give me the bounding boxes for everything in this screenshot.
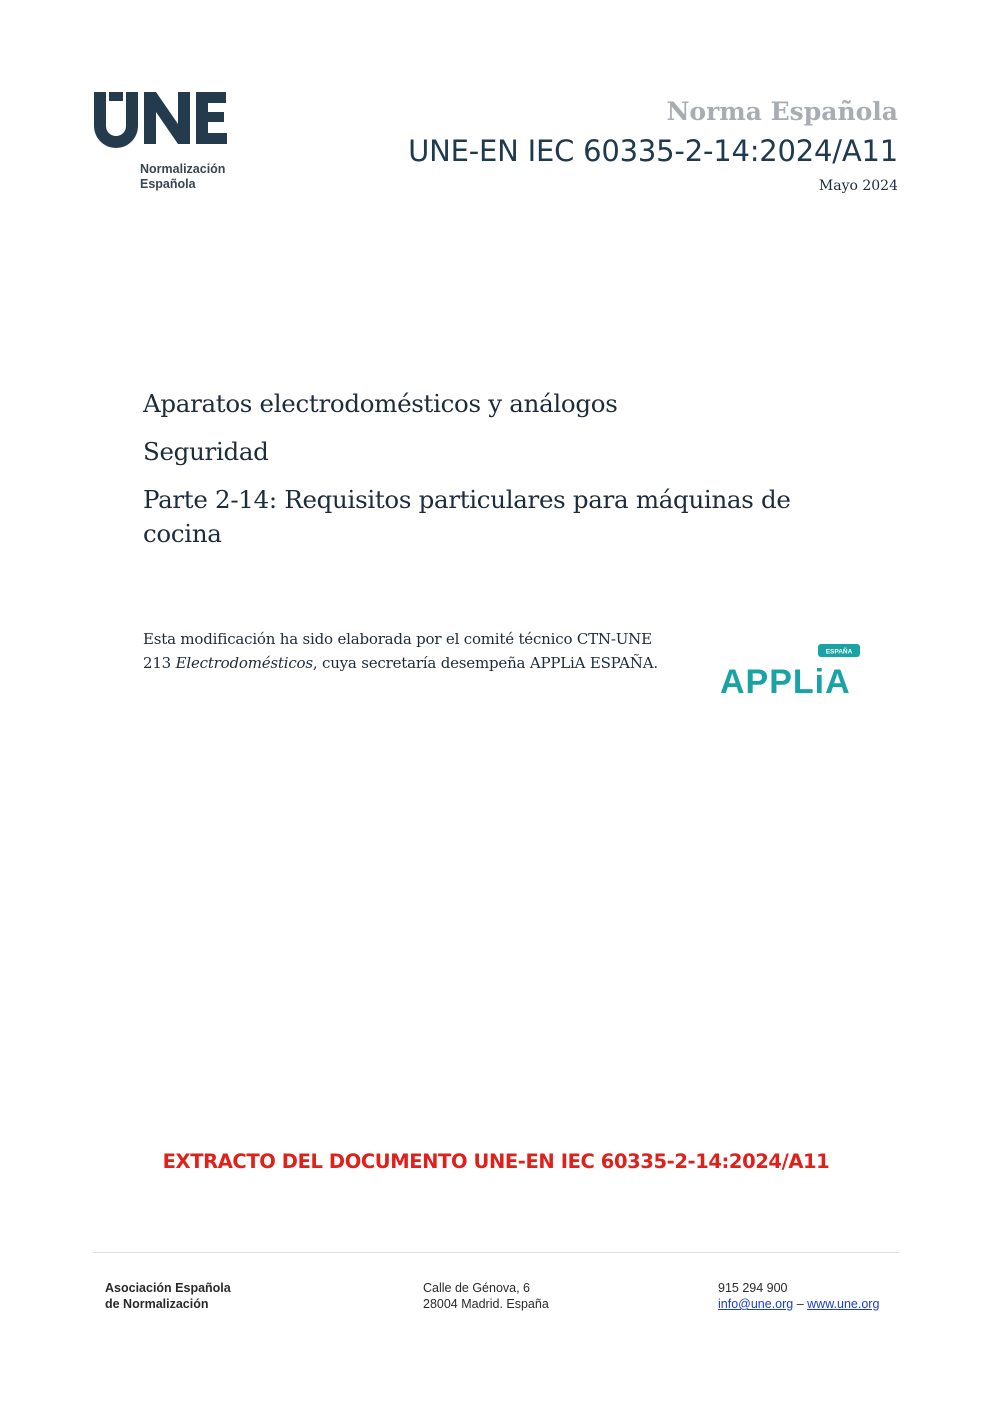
committee-name: Electrodomésticos — [175, 654, 313, 672]
publication-date: Mayo 2024 — [818, 178, 898, 194]
logo-subtitle-1: Normalización — [140, 162, 226, 176]
title-main: Aparatos electrodomésticos y análogos — [143, 389, 618, 418]
footer-contact — [718, 1280, 879, 1312]
footer-address-line-2: 28004 Madrid. España — [423, 1297, 549, 1311]
standard-type-label: Norma Española — [666, 97, 898, 126]
footer-phone: 915 294 900 — [718, 1281, 788, 1295]
footer-org-line-1: Asociación Española — [105, 1281, 231, 1295]
link-separator: – — [793, 1297, 808, 1311]
footer-divider — [93, 1252, 899, 1253]
logo-subtitle-2: Española — [140, 177, 196, 191]
standard-header — [408, 96, 898, 196]
extract-notice: EXTRACTO DEL DOCUMENTO UNE-EN IEC 60335-2-14:2024/A11 — [162, 1150, 830, 1173]
committee-text-before: Esta modificación ha sido elaborada por el comité técnico CTN-UNE 213 — [143, 630, 652, 672]
footer-links — [718, 1296, 879, 1312]
applia-logo-mark — [718, 643, 864, 697]
footer-org-line-2: de Normalización — [105, 1297, 209, 1311]
email-link[interactable]: info@une.org — [718, 1297, 794, 1311]
footer-organization — [105, 1280, 231, 1312]
website-link[interactable]: www.une.org — [807, 1297, 880, 1311]
une-logo — [92, 90, 242, 200]
standard-code: UNE-EN IEC 60335-2-14:2024/A11 — [408, 134, 898, 168]
title-part: Parte 2-14: Requisitos particulares para máquinas de cocina — [143, 485, 791, 548]
une-logo-mark — [92, 90, 242, 150]
title-subject: Seguridad — [143, 437, 269, 466]
document-titles — [143, 387, 863, 551]
committee-text-after: , cuya secretaría desempeña APPLiA ESPAÑA. — [312, 654, 658, 672]
footer-address-line-1: Calle de Génova, 6 — [423, 1281, 531, 1295]
applia-wordmark: APPLiA — [720, 663, 851, 697]
committee-statement — [143, 627, 683, 675]
footer-address — [423, 1280, 549, 1312]
applia-logo — [718, 643, 864, 697]
applia-tag: ESPAÑA — [825, 648, 853, 656]
